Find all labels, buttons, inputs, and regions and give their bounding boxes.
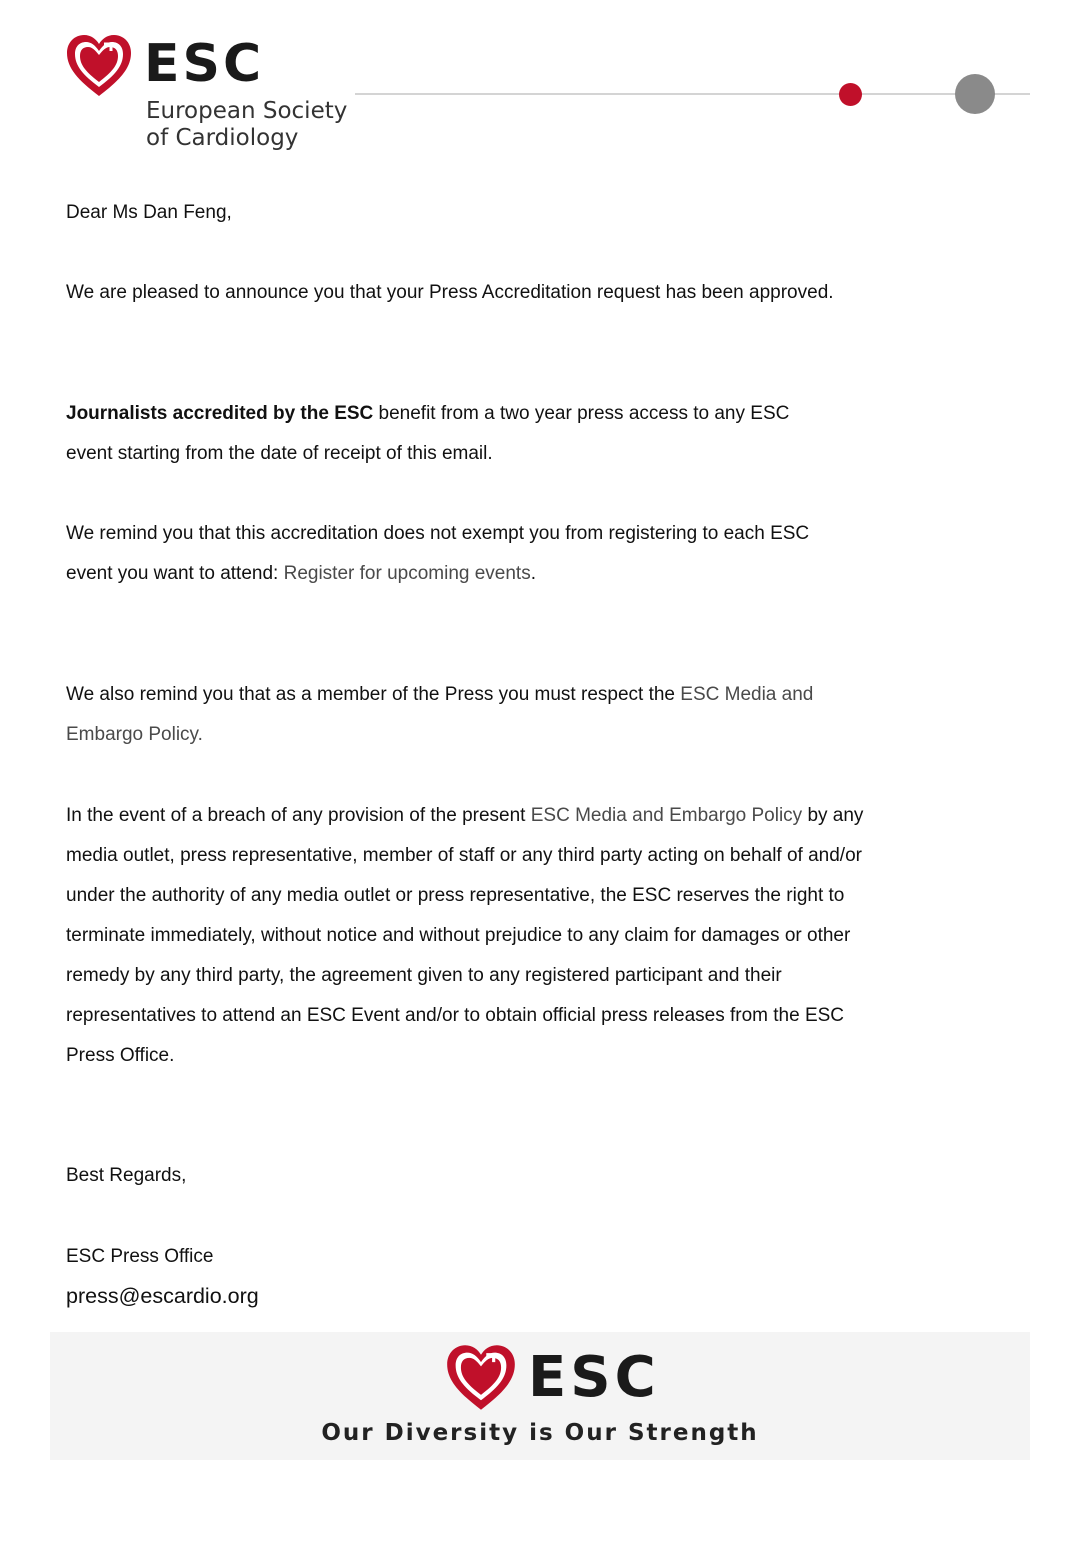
breach-paragraph (66, 796, 871, 1076)
breach-paragraph-text-a: In the event of a breach of any provision of the present (66, 805, 531, 826)
approval-statement: We are pleased to announce you that your Press Accreditation request has been approved. (66, 282, 834, 303)
media-embargo-policy-link[interactable]: ESC Media and Embargo Policy. (66, 684, 814, 745)
access-paragraph-text: benefit from a two year press access to any ESC event starting from the date of receipt of this email. (66, 403, 790, 464)
policy-paragraph (66, 675, 846, 755)
greeting: Dear Ms Dan Feng, (66, 202, 232, 223)
organization-name-line1: European Society (146, 98, 348, 124)
esc-heart-logo-icon (64, 32, 134, 100)
footer-tagline: Our Diversity is Our Strength (321, 1420, 759, 1446)
closing: Best Regards, (66, 1165, 187, 1186)
header-divider-line (355, 93, 1030, 95)
footer-logo-abbreviation: ESC (528, 1345, 660, 1410)
letter-header (0, 0, 1080, 170)
logo-abbreviation: ESC (144, 34, 265, 94)
access-paragraph (66, 394, 826, 474)
registration-paragraph (66, 514, 846, 594)
registration-paragraph-text: We remind you that this accreditation does not exempt you from registering to each ESC event you want to attend: (66, 523, 810, 584)
registration-paragraph-end: . (530, 563, 536, 584)
esc-heart-logo-icon (444, 1342, 518, 1414)
access-paragraph-bold: Journalists accredited by the ESC (66, 403, 374, 424)
policy-paragraph-text: We also remind you that as a member of the Press you must respect the (66, 684, 681, 705)
grey-dot-ornament (955, 74, 995, 114)
breach-paragraph-text-b: by any media outlet, press representative, member of staff or any third party acting on behalf of and/or under the authority of any media outlet or press representative, the ESC reserves the right to terminate immediately, without notice and without prejudice to any claim for damages or other remedy by any third party, the agreement given to any registered participant and their representatives to attend an ESC Event and/or to obtain official press releases from the ESC Press Office. (66, 805, 864, 1066)
register-events-link[interactable]: Register for upcoming events (283, 563, 531, 584)
signature: ESC Press Office (66, 1246, 214, 1267)
red-dot-ornament (839, 83, 862, 106)
letter-footer (50, 1332, 1030, 1460)
organization-name-line2: of Cardiology (146, 125, 299, 151)
media-embargo-policy-link-2[interactable]: ESC Media and Embargo Policy (530, 805, 803, 826)
contact-email[interactable]: press@escardio.org (66, 1284, 259, 1308)
organization-name (146, 98, 347, 152)
